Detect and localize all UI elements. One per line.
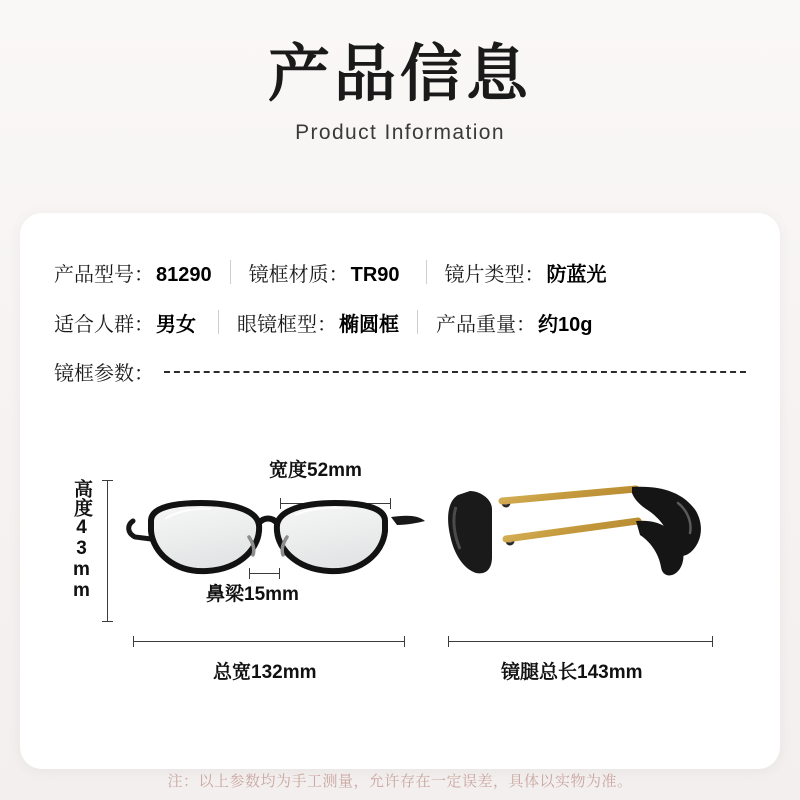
- spec-row-2: [54, 297, 746, 347]
- page-subtitle: Product Information: [295, 121, 505, 145]
- total-width-line: [133, 641, 405, 642]
- bridge-line: [249, 573, 280, 574]
- spec-weight-label: 产品重量：: [436, 313, 536, 336]
- spec-model-value: 81290: [156, 263, 212, 286]
- spec-audience-value: 男女: [156, 313, 196, 336]
- frame-params-row: [20, 347, 780, 395]
- bridge-label: 鼻梁15mm: [206, 584, 299, 605]
- spec-frame-shape-value: 椭圆框: [339, 313, 399, 336]
- spec-model: [54, 258, 212, 287]
- spec-audience-label: 适合人群：: [54, 313, 154, 336]
- total-width-label: 总宽132mm: [213, 662, 317, 683]
- spec-lens-type: [445, 258, 607, 287]
- spec-frame-shape: [237, 308, 399, 337]
- total-width-tick-left: [133, 636, 134, 647]
- frame-dimension-diagram: [20, 449, 780, 699]
- frame-height-tick-bottom: [102, 621, 113, 622]
- glasses-side-view-image: [440, 477, 720, 617]
- bridge-tick-left: [249, 568, 250, 579]
- temple-length-tick-right: [712, 636, 713, 647]
- spec-table: [20, 213, 780, 347]
- footnote: 注：以上参数均为手工测量，允许存在一定误差，具体以实物为准。: [167, 773, 633, 790]
- spec-frame-shape-label: 眼镜框型：: [237, 313, 337, 336]
- spec-divider: [417, 310, 418, 334]
- spec-lens-type-label: 镜片类型：: [444, 263, 545, 286]
- spec-model-label: 产品型号：: [54, 263, 154, 286]
- spec-row-1: [54, 247, 746, 297]
- lens-width-label: 宽度52mm: [269, 460, 362, 481]
- spec-divider: [218, 310, 219, 334]
- page-header: [0, 0, 800, 145]
- spec-lens-type-value: 防蓝光: [546, 263, 607, 286]
- temple-length-tick-left: [448, 636, 449, 647]
- temple-length-line: [448, 641, 713, 642]
- spec-weight: [436, 308, 592, 337]
- spec-card: [20, 213, 780, 769]
- spec-weight-value: 约10g: [538, 313, 593, 336]
- frame-params-label: 镜框参数：: [54, 362, 154, 385]
- spec-material-label: 镜框材质：: [248, 263, 349, 286]
- total-width-tick-right: [404, 636, 405, 647]
- page-title: 产品信息: [267, 40, 532, 109]
- frame-height-line: [107, 480, 108, 622]
- frame-height-tick-top: [102, 480, 113, 481]
- bridge-tick-right: [279, 568, 280, 579]
- spec-audience: [54, 308, 196, 337]
- spec-material: [249, 258, 400, 287]
- spec-material-value: TR90: [350, 263, 400, 286]
- dashed-divider: [164, 371, 746, 373]
- temple-length-label: 镜腿总长143mm: [501, 662, 643, 683]
- frame-height-label: 高度43mm: [71, 479, 92, 601]
- spec-divider: [426, 260, 427, 284]
- spec-divider: [230, 260, 231, 284]
